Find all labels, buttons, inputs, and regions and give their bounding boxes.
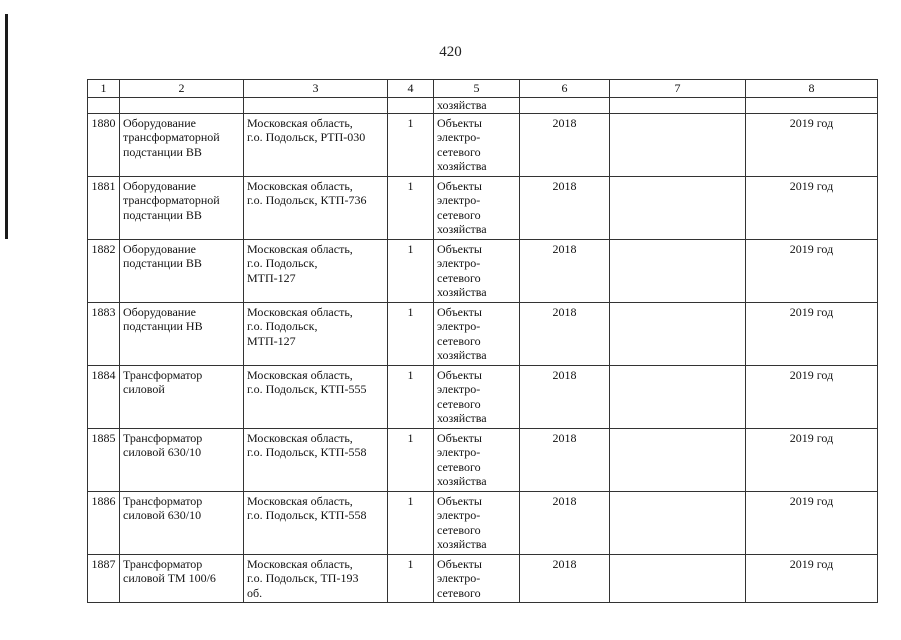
address-line: об.: [247, 585, 263, 600]
year-cell: 2018: [520, 554, 610, 603]
category-line: сетевого: [437, 522, 481, 537]
category-cell: [434, 176, 520, 239]
category-cell: [434, 239, 520, 302]
year-cell: 2018: [520, 428, 610, 491]
term-cell: 2019 год: [746, 302, 878, 365]
category-cell: [434, 365, 520, 428]
category-line: Объекты: [437, 178, 482, 193]
table-row: [88, 239, 878, 302]
name-cell: Трансформатор силовой: [120, 365, 244, 428]
address-line: г.о. Подольск, КТП-736: [247, 193, 367, 207]
year-cell: 2018: [520, 302, 610, 365]
category-line: Объекты: [437, 430, 482, 445]
table-row: [88, 302, 878, 365]
header-row: [88, 80, 878, 98]
address-cell: [244, 302, 388, 365]
column-header: 8: [746, 80, 878, 98]
category-line: хозяйства: [437, 222, 487, 236]
quantity-cell: 1: [388, 239, 434, 302]
quantity-cell: 1: [388, 365, 434, 428]
category-line: хозяйства: [437, 411, 487, 425]
note-cell: [610, 554, 746, 603]
table-cell: [244, 98, 388, 114]
quantity-cell: 1: [388, 176, 434, 239]
address-line: МТП-127: [247, 333, 296, 348]
row-number-cell: 1883: [88, 302, 120, 365]
address-cell: [244, 554, 388, 603]
note-cell: [610, 365, 746, 428]
category-line: электро-: [437, 508, 481, 522]
term-cell: 2019 год: [746, 365, 878, 428]
address-cell: [244, 176, 388, 239]
category-line: хозяйства: [437, 474, 487, 488]
note-cell: [610, 239, 746, 302]
address-cell: [244, 365, 388, 428]
quantity-cell: 1: [388, 428, 434, 491]
category-line: Объекты: [437, 115, 482, 130]
term-cell: 2019 год: [746, 428, 878, 491]
category-line: хозяйства: [437, 159, 487, 173]
column-header: 4: [388, 80, 434, 98]
table-row: [88, 491, 878, 554]
category-cell: [434, 113, 520, 176]
address-line: г.о. Подольск, КТП-555: [247, 382, 367, 396]
table-row: [88, 113, 878, 176]
name-cell: Оборудование подстанции ВВ: [120, 239, 244, 302]
term-cell: 2019 год: [746, 239, 878, 302]
address-line: Московская область,: [247, 367, 353, 382]
category-line: электро-: [437, 319, 481, 333]
continuation-cell: хозяйства: [434, 98, 520, 114]
note-cell: [610, 491, 746, 554]
page-number: 420: [439, 44, 462, 60]
column-header: 3: [244, 80, 388, 98]
address-line: г.о. Подольск,: [247, 319, 318, 333]
address-line: Московская область,: [247, 556, 353, 571]
table-cell: [746, 98, 878, 114]
address-line: г.о. Подольск, РТП-030: [247, 130, 366, 144]
category-line: сетевого: [437, 396, 481, 411]
address-cell: [244, 428, 388, 491]
table-cell: [610, 98, 746, 114]
category-line: электро-: [437, 256, 481, 270]
column-header: 1: [88, 80, 120, 98]
category-cell: [434, 554, 520, 603]
category-line: сетевого: [437, 270, 481, 285]
address-cell: [244, 113, 388, 176]
name-cell: Оборудование трансформаторной подстанции ВВ: [120, 176, 244, 239]
category-cell: [434, 428, 520, 491]
category-line: электро-: [437, 445, 481, 459]
address-line: МТП-127: [247, 270, 296, 285]
table-cell: [88, 98, 120, 114]
note-cell: [610, 176, 746, 239]
category-line: Объекты: [437, 304, 482, 319]
year-cell: 2018: [520, 491, 610, 554]
row-number-cell: 1887: [88, 554, 120, 603]
quantity-cell: 1: [388, 554, 434, 603]
category-line: сетевого: [437, 585, 481, 600]
row-number-cell: 1881: [88, 176, 120, 239]
category-cell: [434, 302, 520, 365]
table-cell: [520, 98, 610, 114]
category-line: Объекты: [437, 493, 482, 508]
name-cell: Трансформатор силовой ТМ 100/6: [120, 554, 244, 603]
category-line: хозяйства: [437, 537, 487, 551]
category-line: Объекты: [437, 241, 482, 256]
row-number-cell: 1884: [88, 365, 120, 428]
year-cell: 2018: [520, 176, 610, 239]
category-line: хозяйства: [437, 285, 487, 299]
term-cell: 2019 год: [746, 176, 878, 239]
table-cell: [120, 98, 244, 114]
category-line: хозяйства: [437, 348, 487, 362]
table-row: [88, 554, 878, 603]
year-cell: 2018: [520, 239, 610, 302]
year-cell: 2018: [520, 365, 610, 428]
address-line: Московская область,: [247, 115, 353, 130]
category-line: электро-: [437, 193, 481, 207]
address-line: Московская область,: [247, 304, 353, 319]
category-line: Объекты: [437, 367, 482, 382]
continuation-row: [88, 98, 878, 114]
term-cell: 2019 год: [746, 113, 878, 176]
address-line: Московская область,: [247, 430, 353, 445]
column-header: 2: [120, 80, 244, 98]
address-line: Московская область,: [247, 493, 353, 508]
name-cell: Трансформатор силовой 630/10: [120, 428, 244, 491]
category-line: электро-: [437, 571, 481, 585]
category-line: электро-: [437, 382, 481, 396]
category-line: сетевого: [437, 207, 481, 222]
year-cell: 2018: [520, 113, 610, 176]
category-line: Объекты: [437, 556, 482, 571]
table-cell: [388, 98, 434, 114]
name-cell: Оборудование трансформаторной подстанции ВВ: [120, 113, 244, 176]
category-line: электро-: [437, 130, 481, 144]
address-cell: [244, 491, 388, 554]
address-cell: [244, 239, 388, 302]
note-cell: [610, 302, 746, 365]
column-header: 6: [520, 80, 610, 98]
column-header: 5: [434, 80, 520, 98]
table-row: [88, 176, 878, 239]
quantity-cell: 1: [388, 113, 434, 176]
address-line: г.о. Подольск, КТП-558: [247, 508, 367, 522]
quantity-cell: 1: [388, 491, 434, 554]
term-cell: 2019 год: [746, 491, 878, 554]
row-number-cell: 1880: [88, 113, 120, 176]
table-row: [88, 428, 878, 491]
note-cell: [610, 113, 746, 176]
table-row: [88, 365, 878, 428]
name-cell: Трансформатор силовой 630/10: [120, 491, 244, 554]
term-cell: 2019 год: [746, 554, 878, 603]
row-number-cell: 1882: [88, 239, 120, 302]
quantity-cell: 1: [388, 302, 434, 365]
registry-table: [87, 79, 878, 603]
category-cell: [434, 491, 520, 554]
category-line: сетевого: [437, 144, 481, 159]
category-line: сетевого: [437, 333, 481, 348]
address-line: Московская область,: [247, 178, 353, 193]
category-line: сетевого: [437, 459, 481, 474]
name-cell: Оборудование подстанции НВ: [120, 302, 244, 365]
address-line: Московская область,: [247, 241, 353, 256]
row-number-cell: 1886: [88, 491, 120, 554]
note-cell: [610, 428, 746, 491]
address-line: г.о. Подольск,: [247, 256, 318, 270]
address-line: г.о. Подольск, ТП-193: [247, 571, 359, 585]
address-line: г.о. Подольск, КТП-558: [247, 445, 367, 459]
column-header: 7: [610, 80, 746, 98]
row-number-cell: 1885: [88, 428, 120, 491]
